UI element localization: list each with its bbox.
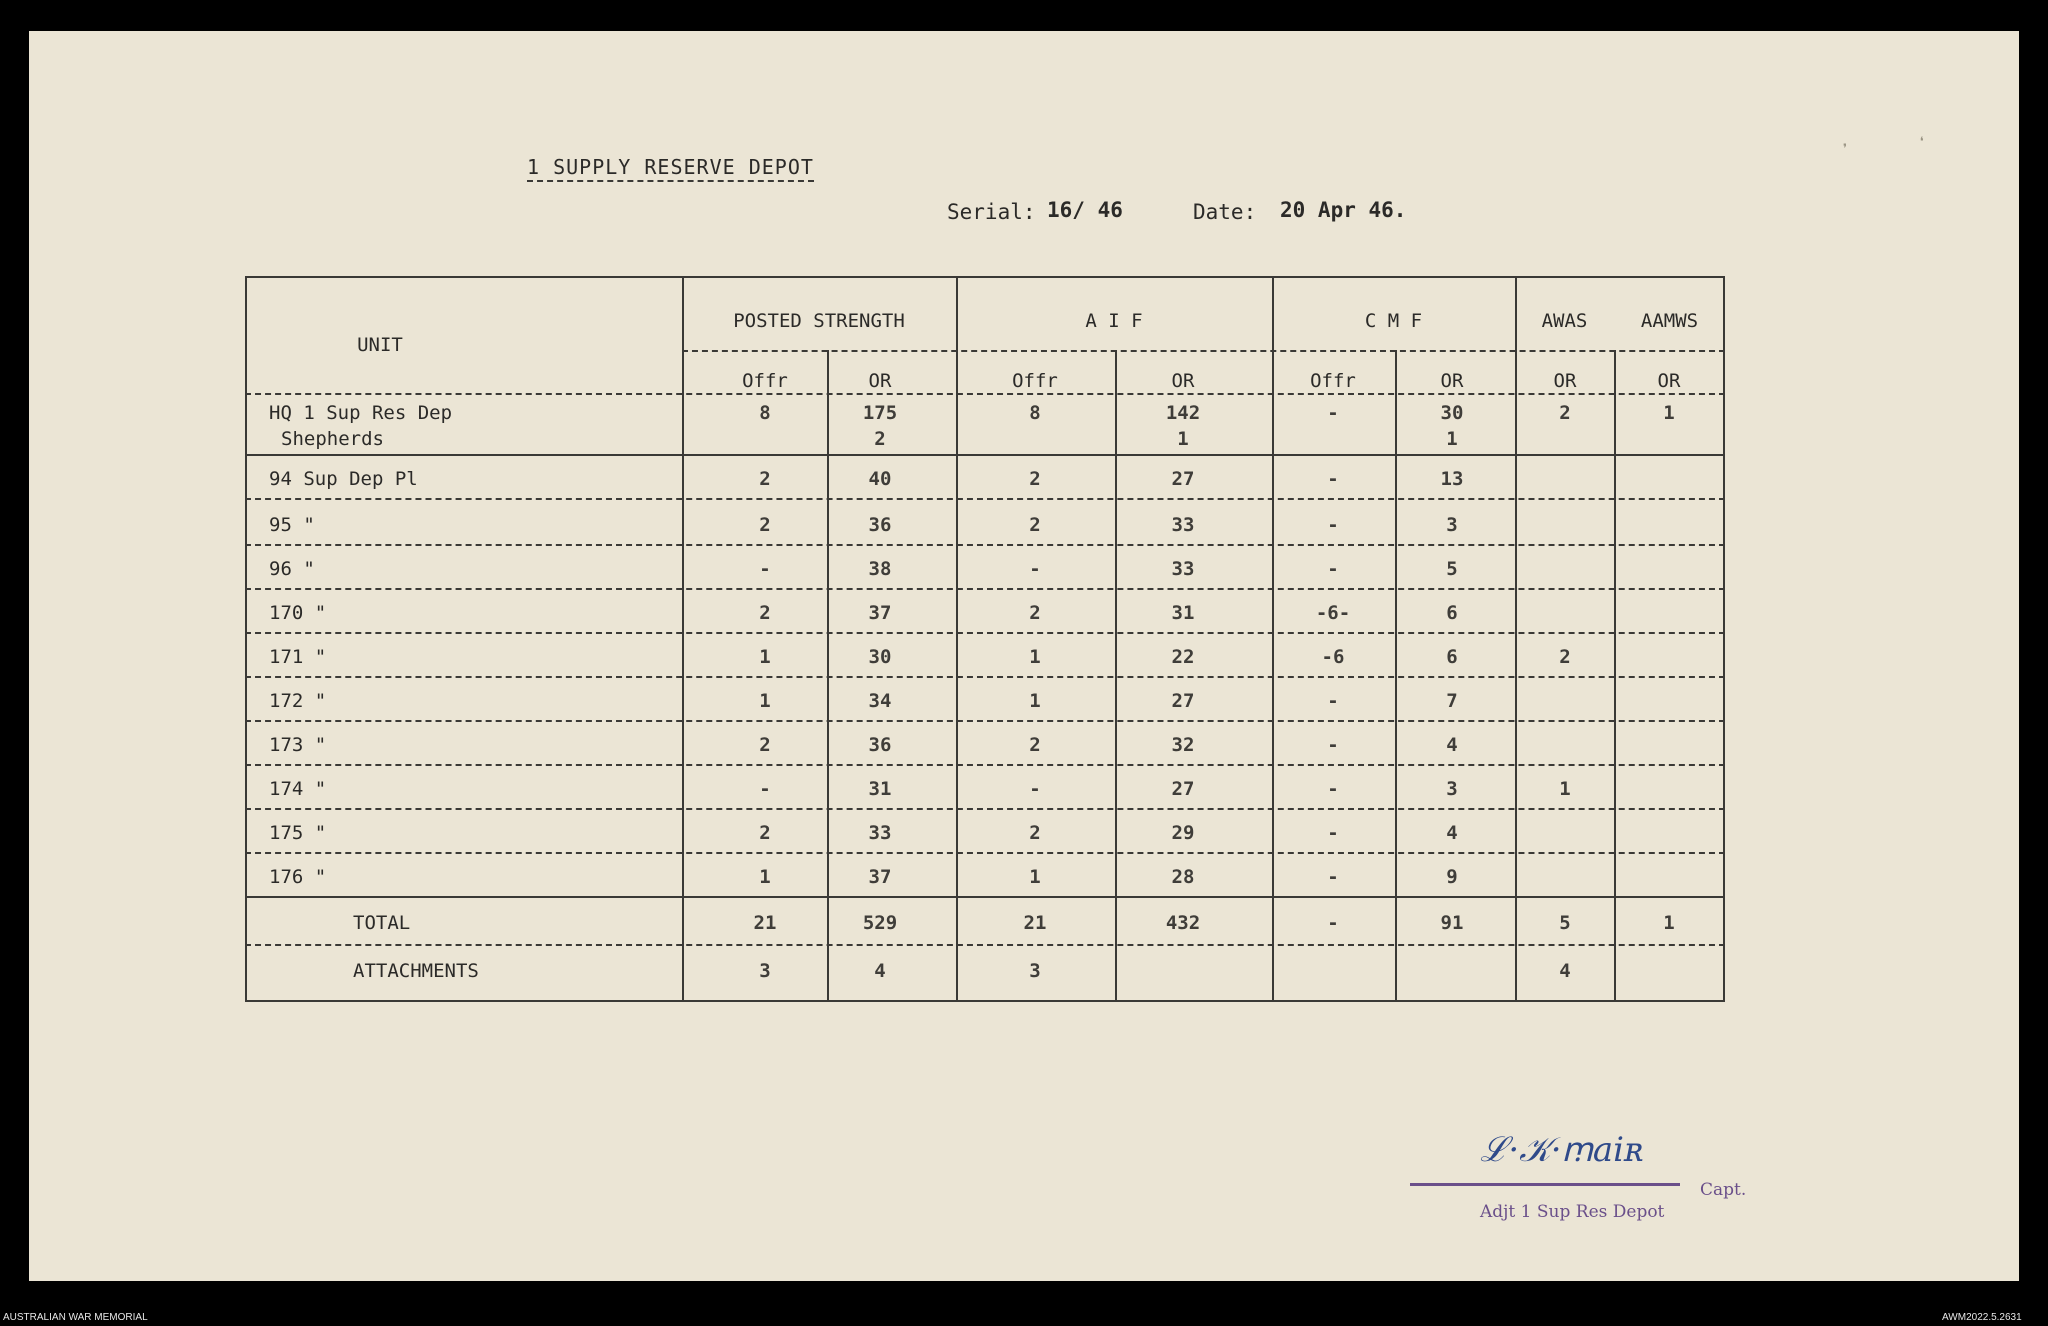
table-cell: 38 [868,558,892,580]
table-cell: 4 [1559,960,1571,982]
table-cell: 4 [1446,734,1458,756]
table-cell: 22 [1171,646,1195,668]
table-cell: 28 [1171,866,1195,888]
staple-mark: ❜ [1840,140,1850,159]
table-cell: - [1029,778,1041,800]
unit-name: 174 " [269,778,327,800]
serial-label: Serial: [947,200,1036,224]
unit-name: Shepherds [281,428,384,450]
table-cell: 1 [759,866,771,888]
table-cell: 2 [1029,468,1041,490]
table-cell: 529 [862,912,898,934]
table-cell: 2 [759,734,771,756]
date-label: Date: [1193,200,1257,224]
table-cell: 8 [759,402,771,424]
table-cell: 4 [874,960,886,982]
table-cell: 432 [1165,912,1201,934]
column-subheader: OR [1440,370,1464,392]
table-cell: - [1327,690,1339,712]
table-cell: 37 [868,866,892,888]
table-cell: - [1327,778,1339,800]
table-cell: - [1029,558,1041,580]
table-cell: 91 [1440,912,1464,934]
strength-table [245,276,1725,1002]
table-cell: - [1327,558,1339,580]
table-cell: -6- [1315,602,1351,624]
table-cell: 40 [868,468,892,490]
table-cell: - [759,778,771,800]
table-cell: 2 [874,428,886,450]
table-cell: 27 [1171,690,1195,712]
table-cell: 5 [1446,558,1458,580]
column-subheader: Offr [742,370,788,392]
unit-name: TOTAL [353,912,411,934]
table-cell: - [1327,734,1339,756]
archive-reference: AWM2022.5.2631 [1942,1312,2022,1323]
serial-value: 16/ 46 [1047,198,1123,222]
table-cell: 2 [759,468,771,490]
table-cell: 9 [1446,866,1458,888]
table-cell: 34 [868,690,892,712]
table-cell: 7 [1446,690,1458,712]
table-cell: 2 [759,822,771,844]
column-subheader: OR [1657,370,1681,392]
table-cell: - [1327,866,1339,888]
table-cell: 21 [753,912,777,934]
table-cell: 27 [1171,468,1195,490]
table-cell: 32 [1171,734,1195,756]
table-cell: 1 [1029,690,1041,712]
unit-header: UNIT [357,334,403,356]
table-cell: 3 [1446,778,1458,800]
table-cell: 2 [1029,602,1041,624]
table-cell: 33 [1171,514,1195,536]
unit-name: HQ 1 Sup Res Dep [269,402,453,424]
handwritten-signature: ℒ·𝒦·ꭑaiʀ [1480,1130,1644,1170]
table-cell: 30 [1440,402,1464,424]
unit-name: 176 " [269,866,327,888]
table-cell: 2 [1029,514,1041,536]
table-cell: - [1327,912,1339,934]
group-header-awas: AWAS [1541,310,1588,332]
unit-name: 95 " [269,514,315,536]
table-cell: 2 [759,602,771,624]
table-cell: - [1327,468,1339,490]
table-cell: 1 [759,690,771,712]
table-cell: 1 [759,646,771,668]
table-cell: 1 [1663,402,1675,424]
unit-name: 96 " [269,558,315,580]
table-cell: 33 [868,822,892,844]
table-cell: 3 [1029,960,1041,982]
table-cell: 2 [1029,734,1041,756]
signature-appointment: Adjt 1 Sup Res Depot [1480,1202,1665,1222]
table-cell: 1 [1029,646,1041,668]
column-subheader: OR [1553,370,1577,392]
table-cell: 2 [759,514,771,536]
signature-line [1410,1183,1680,1186]
table-cell: - [1327,514,1339,536]
unit-name: 175 " [269,822,327,844]
date-value: 20 Apr 46. [1280,198,1407,222]
archive-credit: AUSTRALIAN WAR MEMORIAL [3,1312,148,1323]
table-cell: 30 [868,646,892,668]
table-cell: 33 [1171,558,1195,580]
table-cell: 36 [868,734,892,756]
table-cell: 6 [1446,602,1458,624]
group-header-aamws: AAMWS [1640,310,1699,332]
table-cell: 29 [1171,822,1195,844]
staple-mark: ❛ [1917,133,1927,152]
unit-name: 171 " [269,646,327,668]
table-cell: 1 [1446,428,1458,450]
table-cell: 1 [1559,778,1571,800]
table-cell: - [759,558,771,580]
table-cell: 13 [1440,468,1464,490]
table-cell: 2 [1559,402,1571,424]
column-subheader: OR [868,370,892,392]
table-cell: 1 [1029,866,1041,888]
column-subheader: Offr [1012,370,1058,392]
group-header-cmf: C M F [1364,310,1423,332]
table-cell: 5 [1559,912,1571,934]
table-cell: 6 [1446,646,1458,668]
table-cell: 1 [1663,912,1675,934]
group-header-aif: A I F [1085,310,1143,332]
table-cell: -6 [1321,646,1345,668]
table-cell: 175 [862,402,898,424]
table-cell: 2 [1029,822,1041,844]
unit-name: 173 " [269,734,327,756]
table-cell: 27 [1171,778,1195,800]
document-title: 1 SUPPLY RESERVE DEPOT [527,155,814,182]
table-cell: 31 [868,778,892,800]
table-cell: 8 [1029,402,1041,424]
table-cell: 1 [1177,428,1189,450]
table-cell: 142 [1165,402,1201,424]
table-cell: 2 [1559,646,1571,668]
table-cell: 21 [1023,912,1047,934]
unit-name: 172 " [269,690,327,712]
unit-name: 94 Sup Dep Pl [269,468,418,490]
table-cell: - [1327,822,1339,844]
column-subheader: OR [1171,370,1195,392]
group-header-posted-strength: POSTED STRENGTH [733,310,905,332]
table-cell: 31 [1171,602,1195,624]
table-cell: 36 [868,514,892,536]
table-cell: 3 [1446,514,1458,536]
table-cell: 3 [759,960,771,982]
unit-name: 170 " [269,602,327,624]
table-cell: - [1327,402,1339,424]
table-cell: 4 [1446,822,1458,844]
unit-name: ATTACHMENTS [353,960,479,982]
table-cell: 37 [868,602,892,624]
signature-rank: Capt. [1700,1180,1747,1200]
column-subheader: Offr [1310,370,1356,392]
